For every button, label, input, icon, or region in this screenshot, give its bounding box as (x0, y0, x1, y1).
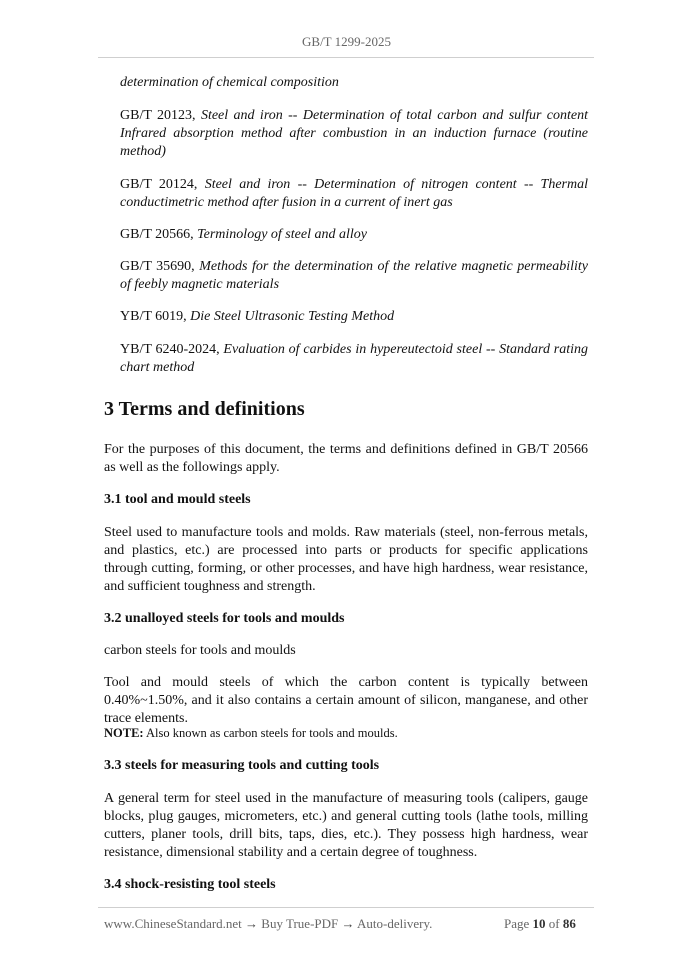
note-label: NOTE: (104, 726, 144, 740)
term-heading: 3.4 shock-resisting tool steels (104, 877, 276, 892)
reference-entry (120, 341, 588, 377)
section-intro: For the purposes of this document, the terms and definitions defined in GB/T 20566 as well as the followings apply. (104, 442, 588, 475)
current-page: 10 (532, 916, 546, 931)
term-definition: Steel used to manufacture tools and molds. Raw materials (steel, non-ferrous metals, and plastics, etc.) are processed into parts or products for specific applications through cutting, forming, or other processes, and have high hardness, wear resistance, and sufficient toughness and strength. (104, 525, 588, 594)
reference-title: Methods for the determination of the relative magnetic permeability of feebly magnetic materials (120, 259, 589, 292)
term-heading: 3.3 steels for measuring tools and cutting tools (104, 758, 380, 773)
reference-entry (120, 258, 588, 294)
reference-standard-number: GB/T 20566, (120, 227, 198, 242)
reference-entry (120, 226, 588, 244)
section-heading: 3 Terms and definitions (104, 398, 305, 420)
reference-title: Evaluation of carbides in hypereutectoid steel -- Standard rating chart method (120, 342, 588, 375)
term-definition: A general term for steel used in the manufacture of measuring tools (calipers, gauge blocks, plug gauges, micrometers, etc.) and general cutting tools (lathe tools, milling cutters, planer tools, drill bits, taps, dies, etc.). They possess high hardness, wear resistance, dimensional stability and a certain degree of toughness. (104, 791, 588, 860)
reference-standard-number: GB/T 20123, (120, 108, 201, 123)
term-definition: Tool and mould steels of which the carbon content is typically between 0.40%~1.50%, and it also contains a certain amount of silicon, manganese, and other trace elements. (104, 675, 588, 726)
reference-entry (120, 176, 588, 212)
reference-standard-number: GB/T 20124, (120, 177, 205, 192)
page-label: Page (504, 916, 533, 931)
reference-standard-number: GB/T 35690, (120, 259, 200, 274)
arrow-right-icon: → (245, 916, 259, 931)
note-text: Also known as carbon steels for tools and moulds. (143, 726, 398, 740)
footer-promo (104, 916, 432, 932)
term-heading: 3.1 tool and mould steels (104, 492, 251, 507)
of-label: of (545, 916, 563, 931)
reference-entry (120, 308, 588, 326)
reference-title: Steel and iron -- Determination of total carbon and sulfur content Infrared absorption method after combustion in an induction furnace (routine method) (120, 108, 589, 159)
page-number (504, 916, 576, 932)
term-heading: 3.2 unalloyed steels for tools and moulds (104, 611, 345, 626)
reference-standard-number: YB/T 6019, (120, 309, 191, 324)
total-pages: 86 (562, 916, 576, 931)
footer-divider (98, 907, 594, 908)
reference-entry (120, 74, 588, 92)
reference-title: Die Steel Ultrasonic Testing Method (190, 309, 395, 324)
reference-entry (120, 107, 588, 161)
footer-buy-text: Buy True-PDF (258, 916, 342, 931)
header-divider (98, 57, 594, 58)
site-link[interactable]: www.ChineseStandard.net (104, 916, 242, 931)
arrow-right-icon: → (341, 916, 355, 931)
term-note (104, 724, 588, 742)
term-synonym: carbon steels for tools and moulds (104, 643, 296, 658)
reference-title: Terminology of steel and alloy (197, 227, 367, 242)
reference-title: determination of chemical composition (120, 75, 339, 90)
page-header: GB/T 1299-2025 (302, 34, 391, 49)
footer-delivery-text: Auto-delivery. (354, 916, 433, 931)
reference-standard-number: YB/T 6240-2024, (120, 342, 224, 357)
reference-title: Steel and iron -- Determination of nitrogen content -- Thermal conductimetric method after fusion in a current of inert gas (120, 177, 589, 210)
